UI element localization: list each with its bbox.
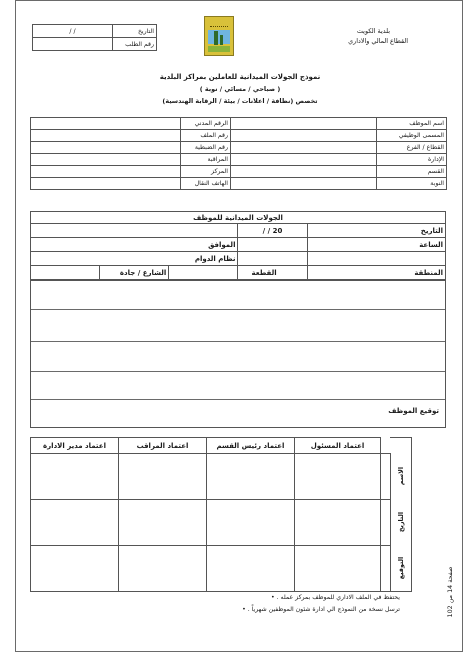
approval-row-name-label: الاسم [397, 466, 405, 486]
municipality-name: بلدية الكويت [356, 27, 390, 35]
center-label: المركز [181, 166, 231, 178]
approval-row-date-label: التاريخ [397, 511, 405, 533]
page-number: صفحة 14 من 102 [446, 566, 454, 618]
approvals-table [30, 437, 391, 592]
civil-id-label: الرقم المدني [181, 118, 231, 130]
seizure-no-label: رقم الضبطية [181, 142, 231, 154]
tour-date-value: 20 / / [238, 224, 307, 238]
shift-label: النوبة [377, 178, 447, 190]
approval-responsible-header: اعتماد المسئول [295, 438, 381, 454]
form-title: نموذج الجولات الميدانية للعاملين بمراكز البلدية [159, 73, 321, 81]
form-subtitle-shift: ( صباحي / مسائي / نوبة ) [199, 85, 281, 93]
note-item: يحتفظ في الملف الاداري للموظف بمركز عمله . • [271, 594, 400, 601]
sector-branch-label: القطاع / الفرع [377, 142, 447, 154]
kuwait-municipality-logo [204, 16, 234, 56]
block-label: القطعة [238, 266, 307, 280]
approval-supervisor-header: اعتماد المراقب [119, 438, 207, 454]
employee-name-label: اسم الموظف [377, 118, 447, 130]
date-request-table [32, 24, 157, 51]
form-subtitle-specialty: تخصص (نظافة / اعلانات / بيئة / الرقابة الهندسية) [162, 97, 318, 105]
corresponding-label: الموافق [31, 238, 238, 252]
request-no-value [33, 38, 113, 51]
time-label: الساعة [307, 238, 445, 252]
street-label: الشارع / جادة [100, 266, 169, 280]
date-label: التاريخ [113, 25, 157, 38]
approval-row-signature-label: التوقيع [397, 556, 405, 580]
request-no-label: رقم الطلب [113, 38, 157, 51]
mobile-label: الهاتف النقال [181, 178, 231, 190]
field-tours-title: الجولات الميدانية للموظف [31, 212, 446, 224]
approval-section-head-header: اعتماد رئيس القسم [207, 438, 295, 454]
employee-info-table [30, 117, 447, 190]
employee-signature-label: توقيع الموظف [388, 407, 439, 415]
sector-name: القطاع المالي والاداري [348, 37, 408, 45]
tour-notes-box [30, 280, 446, 428]
tour-date-label: التاريخ [307, 224, 445, 238]
inspection-label: المراقبة [181, 154, 231, 166]
job-title-label: المسمى الوظيفي [377, 130, 447, 142]
file-no-label: رقم الملف [181, 130, 231, 142]
note-item: ترسل نسخة من النموذج الي ادارة شئون الموظفين شهرياً . • [242, 606, 400, 613]
department-label: الإدارة [377, 154, 447, 166]
area-label: المنطقة [307, 266, 445, 280]
shift-system-label: نظام الدوام [31, 252, 238, 266]
date-value: / / [33, 25, 113, 38]
field-tours-table [30, 211, 446, 280]
section-label: القسم [377, 166, 447, 178]
approval-director-header: اعتماد مدير الادارة [31, 438, 119, 454]
